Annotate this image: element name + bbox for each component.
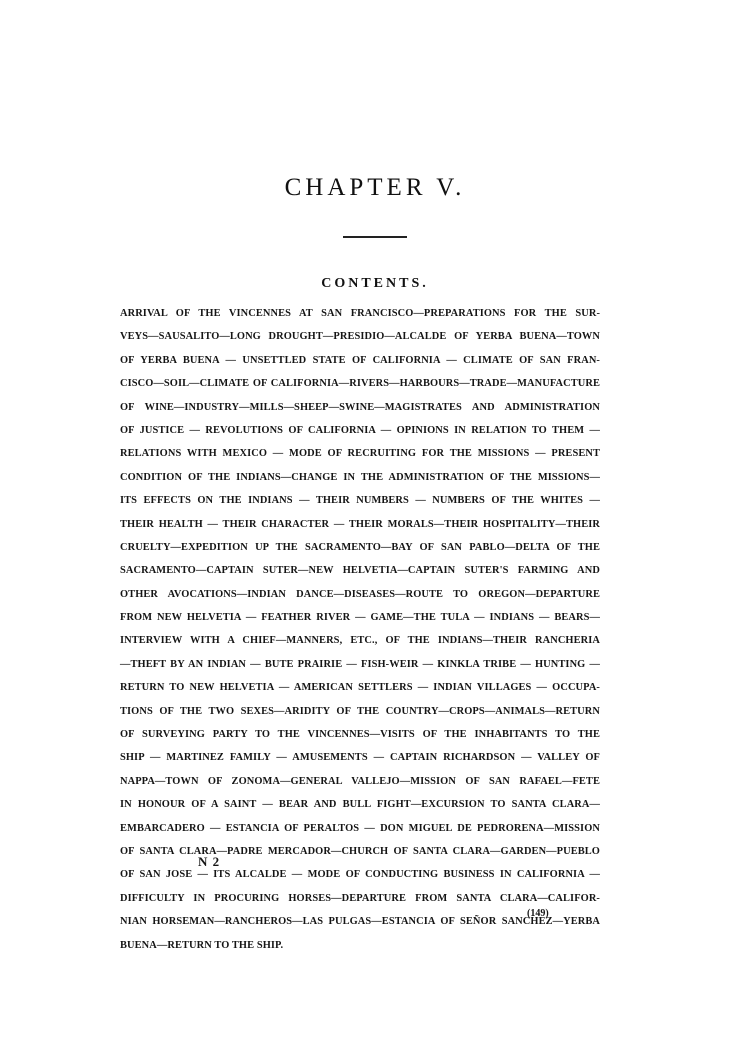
contents-line: TIONS OF THE TWO SEXES—ARIDITY OF THE COUNTRY—CROPS—ANIMALS—RETURN xyxy=(120,705,600,717)
contents-line: OF WINE—INDUSTRY—MILLS—SHEEP—SWINE—MAGISTRATES AND ADMINISTRATION xyxy=(120,401,600,413)
page-number: (149) xyxy=(527,908,549,919)
contents-line: RETURN TO NEW HELVETIA — AMERICAN SETTLERS — INDIAN VILLAGES — OCCUPA- xyxy=(120,682,600,694)
contents-line: BUENA—RETURN TO THE SHIP. xyxy=(120,939,284,951)
contents-line: CRUELTY—EXPEDITION UP THE SACRAMENTO—BAY OF SAN PABLO—DELTA OF THE xyxy=(120,541,600,553)
contents-line: NAPPA—TOWN OF ZONOMA—GENERAL VALLEJO—MISSION OF SAN RAFAEL—FETE xyxy=(120,775,600,787)
contents-line: IN HONOUR OF A SAINT — BEAR AND BULL FIGHT—EXCURSION TO SANTA CLARA— xyxy=(120,799,600,811)
contents-line: FROM NEW HELVETIA — FEATHER RIVER — GAME—THE TULA — INDIANS — BEARS— xyxy=(120,612,600,624)
contents-line: CONDITION OF THE INDIANS—CHANGE IN THE ADMINISTRATION OF THE MISSIONS— xyxy=(120,471,600,483)
contents-line: EMBARCADERO — ESTANCIA OF PERALTOS — DON MIGUEL DE PEDRORENA—MISSION xyxy=(120,822,600,834)
contents-line: OF YERBA BUENA — UNSETTLED STATE OF CALIFORNIA — CLIMATE OF SAN FRAN- xyxy=(120,354,600,366)
contents-line: DIFFICULTY IN PROCURING HORSES—DEPARTURE FROM SANTA CLARA—CALIFOR- xyxy=(120,892,600,904)
contents-line: SACRAMENTO—CAPTAIN SUTER—NEW HELVETIA—CAPTAIN SUTER'S FARMING AND xyxy=(120,565,600,577)
contents-line: RELATIONS WITH MEXICO — MODE OF RECRUITING FOR THE MISSIONS — PRESENT xyxy=(120,448,600,460)
contents-line: OF JUSTICE — REVOLUTIONS OF CALIFORNIA — OPINIONS IN RELATION TO THEM — xyxy=(120,424,600,436)
contents-line: OF SURVEYING PARTY TO THE VINCENNES—VISITS OF THE INHABITANTS TO THE xyxy=(120,729,600,741)
contents-line: ARRIVAL OF THE VINCENNES AT SAN FRANCISCO—PREPARATIONS FOR THE SUR- xyxy=(120,308,600,319)
contents-line: SHIP — MARTINEZ FAMILY — AMUSEMENTS — CAPTAIN RICHARDSON — VALLEY OF xyxy=(120,752,600,764)
contents-paragraph xyxy=(120,302,600,957)
contents-heading: CONTENTS. xyxy=(321,276,429,291)
contents-line: THEIR HEALTH — THEIR CHARACTER — THEIR MORALS—THEIR HOSPITALITY—THEIR xyxy=(120,518,600,530)
contents-line: INTERVIEW WITH A CHIEF—MANNERS, ETC., OF THE INDIANS—THEIR RANCHERIA xyxy=(120,635,600,647)
title-divider xyxy=(343,236,407,238)
contents-line: NIAN HORSEMAN—RANCHEROS—LAS PULGAS—ESTANCIA OF SEÑOR SANCHEZ—YERBA xyxy=(120,916,600,928)
contents-line: OTHER AVOCATIONS—INDIAN DANCE—DISEASES—ROUTE TO OREGON—DEPARTURE xyxy=(120,588,600,600)
contents-line: ITS EFFECTS ON THE INDIANS — THEIR NUMBERS — NUMBERS OF THE WHITES — xyxy=(120,495,600,507)
contents-line: VEYS—SAUSALITO—LONG DROUGHT—PRESIDIO—ALCALDE OF YERBA BUENA—TOWN xyxy=(120,331,600,343)
contents-line: OF SAN JOSE — ITS ALCALDE — MODE OF CONDUCTING BUSINESS IN CALIFORNIA — xyxy=(120,869,600,881)
contents-line: OF SANTA CLARA—PADRE MERCADOR—CHURCH OF SANTA CLARA—GARDEN—PUEBLO xyxy=(120,845,600,857)
chapter-title: CHAPTER V. xyxy=(284,174,466,201)
contents-line: —THEFT BY AN INDIAN — BUTE PRAIRIE — FISH-WEIR — KINKLA TRIBE — HUNTING — xyxy=(120,658,600,670)
signature-mark: N 2 xyxy=(198,854,221,869)
contents-line: CISCO—SOIL—CLIMATE OF CALIFORNIA—RIVERS—HARBOURS—TRADE—MANUFACTURE xyxy=(120,378,600,390)
